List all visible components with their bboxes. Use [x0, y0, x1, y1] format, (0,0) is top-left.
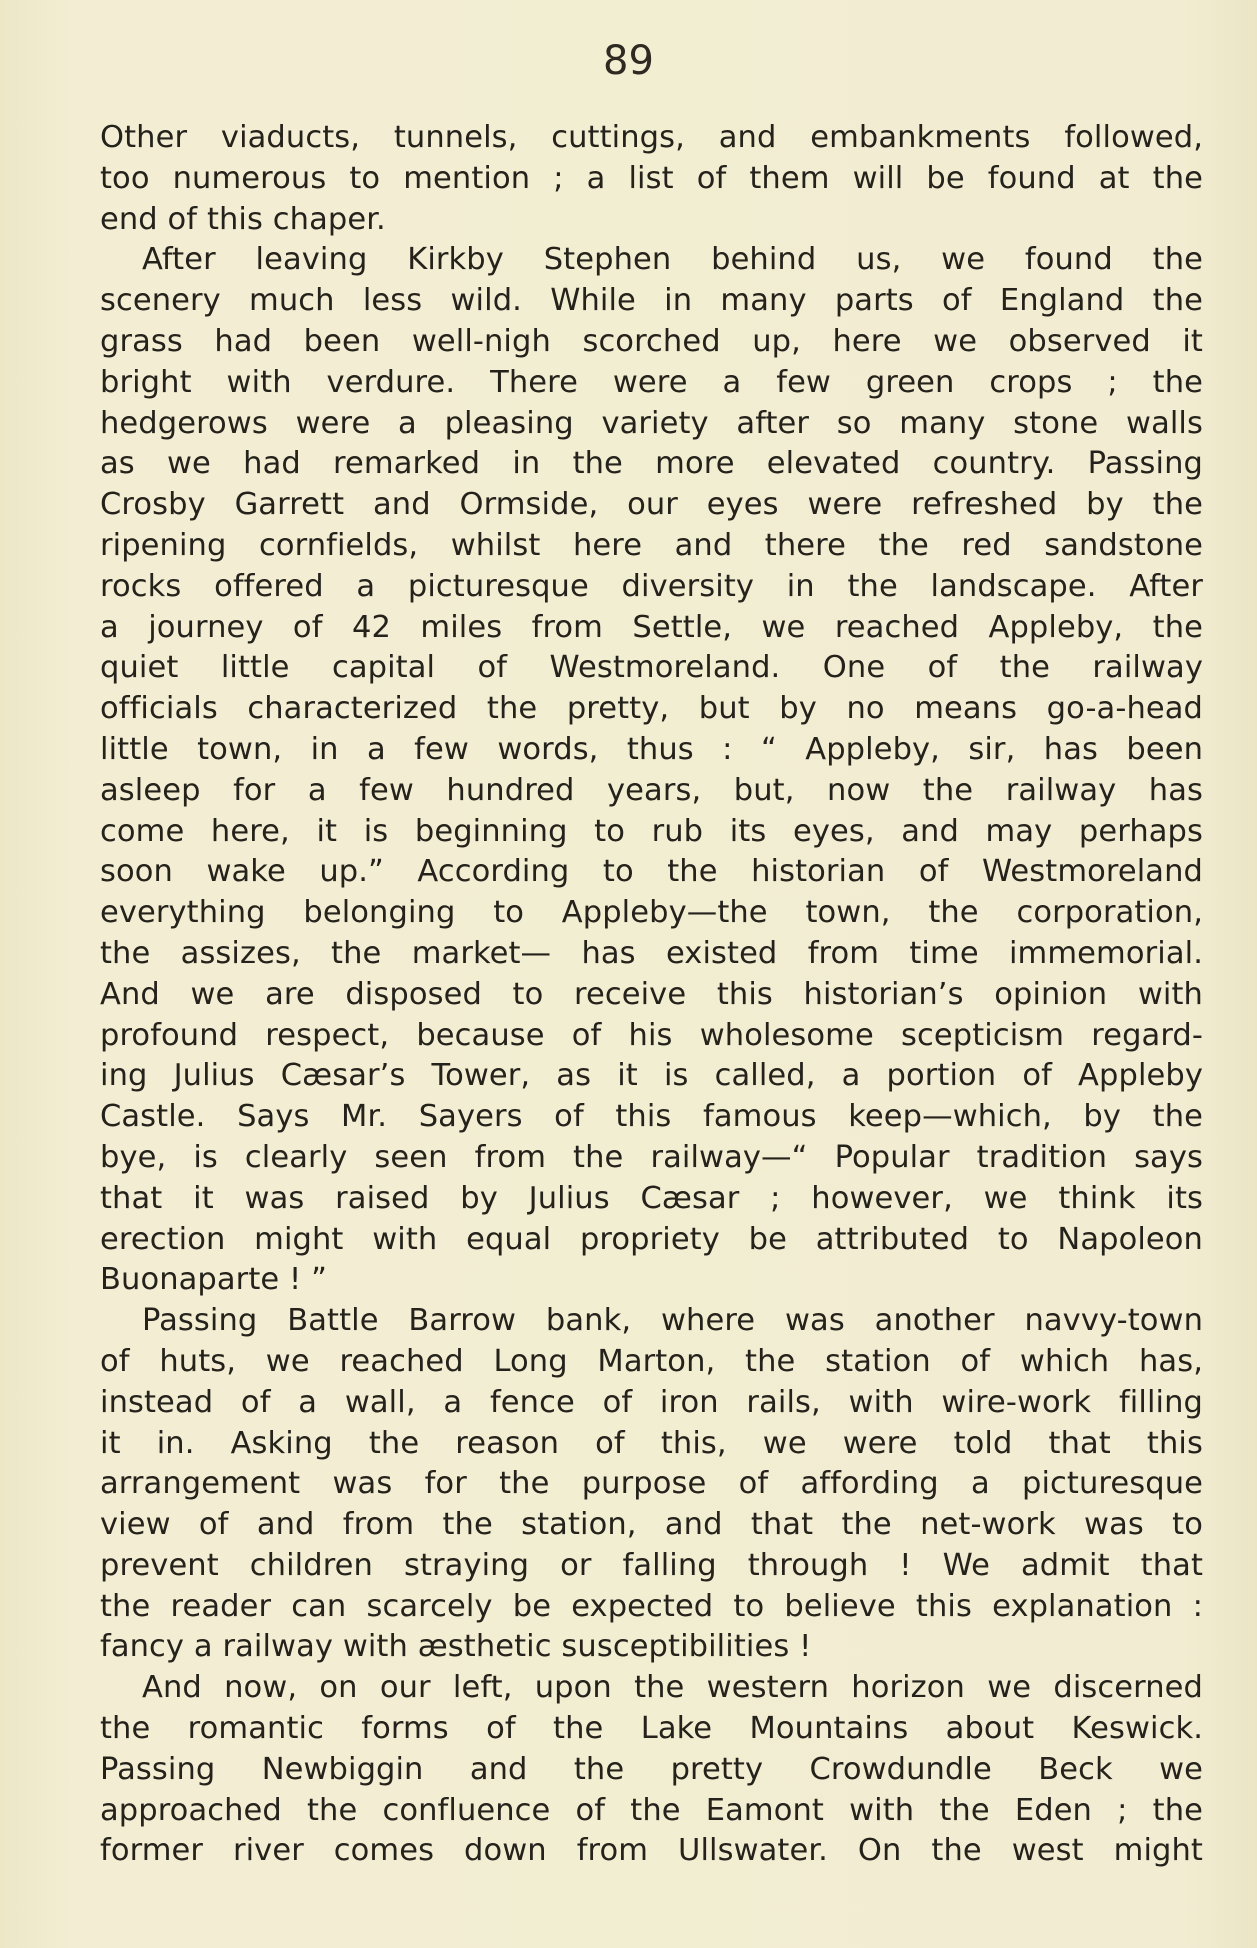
text-line: instead of a wall, a fence of iron rails, with wire-work filling [100, 1384, 1203, 1420]
text-line: a journey of 42 miles from Settle, we reached Appleby, the [100, 609, 1203, 645]
text-line: that it was raised by Julius Cæsar ; however, we think its [100, 1180, 1203, 1216]
text-line: profound respect, because of his wholesome scepticism regard- [100, 1017, 1203, 1053]
text-line: scenery much less wild. While in many parts of England the [100, 283, 1203, 319]
text-line: ripening cornfields, whilst here and there the red sandstone [100, 527, 1203, 563]
text-line: ing Julius Cæsar’s Tower, as it is called, a portion of Appleby [100, 1058, 1203, 1094]
text-line: former river comes down from Ullswater. On the west might [100, 1833, 1203, 1869]
text-line: asleep for a few hundred years, but, now the railway has [100, 772, 1203, 808]
text-line: bright with verdure. There were a few green crops ; the [100, 364, 1203, 400]
text-line: bye, is clearly seen from the railway—“ Popular tradition says [100, 1139, 1203, 1175]
text-line: end of this chaper. [100, 201, 386, 237]
text-line: view of and from the station, and that the net-work was to [100, 1507, 1203, 1543]
text-line: come here, it is beginning to rub its eyes, and may perhaps [100, 813, 1203, 849]
text-line: prevent children straying or falling through ! We admit that [100, 1547, 1203, 1583]
text-line: After leaving Kirkby Stephen behind us, we found the [142, 242, 1203, 278]
text-line: Passing Battle Barrow bank, where was another navvy-town [142, 1303, 1203, 1339]
text-line: the romantic forms of the Lake Mountains about Keswick. [100, 1711, 1203, 1747]
text-line: Passing Newbiggin and the pretty Crowdundle Beck we [100, 1751, 1203, 1787]
text-line: arrangement was for the purpose of affording a picturesque [100, 1466, 1203, 1502]
text-line: erection might with equal propriety be attributed to Napoleon [100, 1221, 1203, 1257]
text-line: soon wake up.” According to the historian of Westmoreland [100, 854, 1203, 890]
page-number: 89 [603, 38, 654, 84]
text-line: Other viaducts, tunnels, cuttings, and embankments followed, [100, 120, 1203, 155]
text-line: too numerous to mention ; a list of them will be found at the [100, 160, 1203, 196]
text-line: quiet little capital of Westmoreland. One of the railway [100, 650, 1203, 686]
text-line: officials characterized the pretty, but by no means go-a-head [100, 691, 1203, 727]
text-line: of huts, we reached Long Marton, the station of which has, [100, 1343, 1203, 1379]
text-line: hedgerows were a pleasing variety after so many stone walls [100, 405, 1203, 441]
body-text [100, 118, 1203, 1872]
text-line: the reader can scarcely be expected to believe this explanation : [100, 1588, 1203, 1624]
text-line: Castle. Says Mr. Sayers of this famous keep—which, by the [100, 1099, 1203, 1135]
text-line: it in. Asking the reason of this, we were told that this [100, 1425, 1203, 1461]
text-line: Buonaparte ! ” [100, 1262, 328, 1298]
text-line: everything belonging to Appleby—the town, the corporation, [100, 895, 1203, 931]
text-line: as we had remarked in the more elevated country. Passing [100, 446, 1203, 482]
text-line: rocks offered a picturesque diversity in the landscape. After [100, 568, 1203, 604]
text-line: Crosby Garrett and Ormside, our eyes were refreshed by the [100, 487, 1203, 523]
text-line: grass had been well-nigh scorched up, here we observed it [100, 323, 1203, 359]
text-line: fancy a railway with æsthetic susceptibilities ! [100, 1629, 812, 1665]
text-line: And now, on our left, upon the western horizon we discerned [142, 1670, 1203, 1706]
text-line: the assizes, the market— has existed from time immemorial. [100, 935, 1203, 971]
text-line: little town, in a few words, thus : “ Appleby, sir, has been [100, 731, 1203, 767]
text-line: approached the confluence of the Eamont with the Eden ; the [100, 1792, 1203, 1828]
text-line: And we are disposed to receive this historian’s opinion with [100, 976, 1203, 1012]
